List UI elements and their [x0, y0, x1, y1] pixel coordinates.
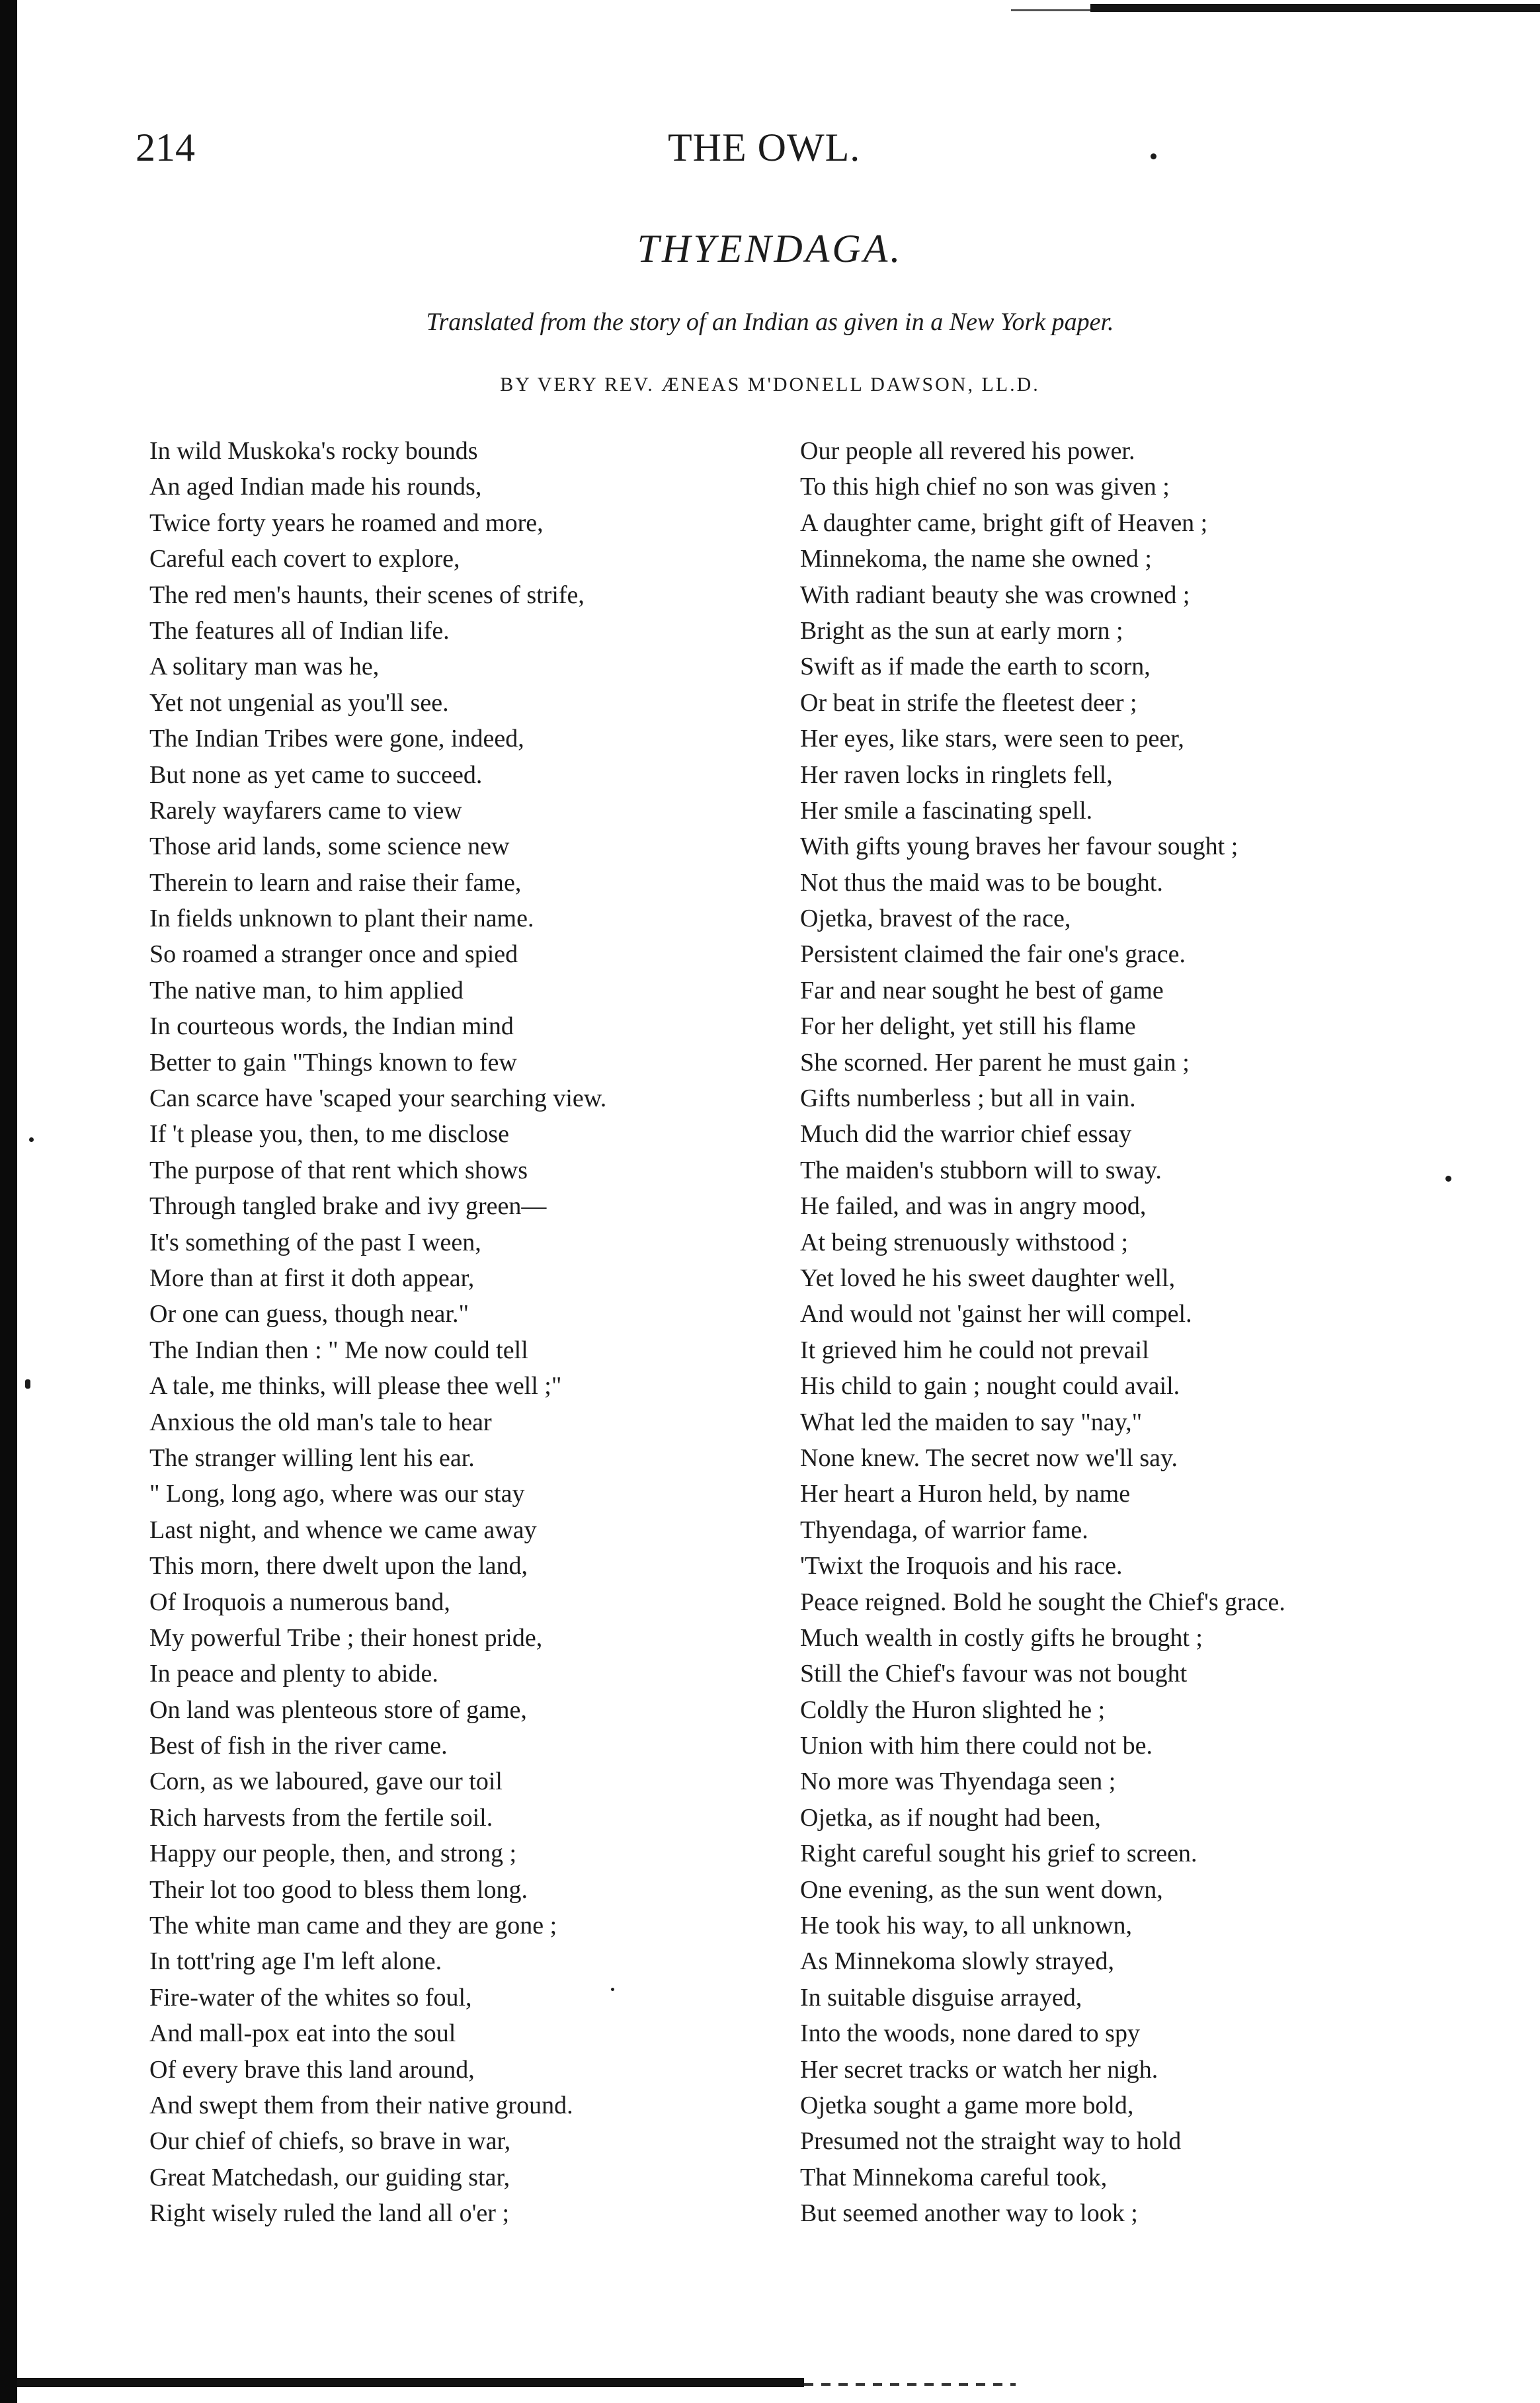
verse-line: To this high chief no son was given ;	[800, 473, 1170, 501]
verse-line: My powerful Tribe ; their honest pride,	[149, 1623, 543, 1652]
verse-line: Thyendaga, of warrior fame.	[800, 1516, 1088, 1544]
verse-line: As Minnekoma slowly strayed,	[800, 1947, 1114, 1976]
verse-line: On land was plenteous store of game,	[149, 1695, 527, 1724]
verse-line: And mall-pox eat into the soul	[149, 2019, 456, 2048]
verse-line: Of Iroquois a numerous band,	[149, 1588, 450, 1616]
verse-line: In peace and plenty to abide.	[149, 1660, 438, 1688]
verse-line: One evening, as the sun went down,	[800, 1875, 1163, 1904]
verse-line: Careful each covert to explore,	[149, 545, 460, 573]
page-number: 214	[136, 126, 195, 169]
verse-line: A solitary man was he,	[149, 653, 380, 681]
verse-line: Bright as the sun at early morn ;	[800, 616, 1123, 645]
scan-edge-bottom	[17, 2378, 804, 2387]
verse-line: Peace reigned. Bold he sought the Chief's grace.	[800, 1588, 1285, 1616]
ink-speck	[1151, 153, 1156, 159]
verse-line: Best of fish in the river came.	[149, 1732, 448, 1760]
verse-line: That Minnekoma careful took,	[800, 2163, 1108, 2191]
verse-line: Swift as if made the earth to scorn,	[800, 653, 1151, 681]
verse-line: With gifts young braves her favour sought ;	[800, 833, 1238, 861]
verse-line: Twice forty years he roamed and more,	[149, 509, 544, 537]
verse-line: Last night, and whence we came away	[149, 1516, 537, 1544]
verse-line: Much wealth in costly gifts he brought ;	[800, 1623, 1203, 1652]
verse-line: Therein to learn and raise their fame,	[149, 868, 522, 897]
running-head: THE OWL.	[668, 126, 861, 169]
scan-edge-top-thin	[1011, 9, 1090, 11]
verse-line: The purpose of that rent which shows	[149, 1156, 528, 1184]
verse-line: He took his way, to all unknown,	[800, 1912, 1133, 1940]
verse-line: In courteous words, the Indian mind	[149, 1012, 514, 1041]
verse-line: Minnekoma, the name she owned ;	[800, 545, 1152, 573]
verse-line: It's something of the past I ween,	[149, 1228, 481, 1256]
verse-line: Ojetka, as if nought had been,	[800, 1803, 1101, 1832]
verse-line: Ojetka, bravest of the race,	[800, 905, 1071, 933]
ink-speck	[1445, 1176, 1451, 1182]
ink-speck	[25, 1379, 30, 1389]
verse-line: An aged Indian made his rounds,	[149, 473, 482, 501]
verse-line: It grieved him he could not prevail	[800, 1336, 1149, 1364]
verse-line: Yet not ungenial as you'll see.	[149, 688, 449, 717]
verse-line: " Long, long ago, where was our stay	[149, 1480, 525, 1508]
verse-line: Still the Chief's favour was not bought	[800, 1660, 1188, 1688]
verse-line: For her delight, yet still his flame	[800, 1012, 1136, 1041]
verse-line: No more was Thyendaga seen ;	[800, 1768, 1116, 1796]
verse-line: In fields unknown to plant their name.	[149, 905, 534, 933]
verse-line: Rarely wayfarers came to view	[149, 796, 462, 825]
scan-edge-left	[0, 0, 17, 2403]
verse-line: If 't please you, then, to me disclose	[149, 1120, 509, 1149]
poem-byline: BY VERY REV. ÆNEAS M'DONELL DAWSON, LL.D.	[500, 374, 1040, 395]
verse-line: The red men's haunts, their scenes of strife,	[149, 581, 585, 609]
verse-line: The Indian Tribes were gone, indeed,	[149, 725, 524, 753]
verse-line: Ojetka sought a game more bold,	[800, 2091, 1134, 2119]
verse-line: Her heart a Huron held, by name	[800, 1480, 1131, 1508]
poem-subtitle: Translated from the story of an Indian as given in a New York paper.	[426, 308, 1114, 336]
verse-line: Into the woods, none dared to spy	[800, 2019, 1140, 2048]
verse-line: Union with him there could not be.	[800, 1732, 1153, 1760]
verse-line: Or one can guess, though near."	[149, 1300, 469, 1328]
verse-line: The stranger willing lent his ear.	[149, 1444, 475, 1472]
verse-line: The native man, to him applied	[149, 976, 464, 1004]
verse-line: Of every brave this land around,	[149, 2055, 475, 2084]
verse-line: He failed, and was in angry mood,	[800, 1192, 1147, 1221]
verse-line: Much did the warrior chief essay	[800, 1120, 1132, 1149]
verse-line: Anxious the old man's tale to hear	[149, 1408, 492, 1436]
verse-line: The features all of Indian life.	[149, 616, 450, 645]
verse-line: 'Twixt the Iroquois and his race.	[800, 1552, 1123, 1580]
verse-line: In suitable disguise arrayed,	[800, 1983, 1082, 2012]
verse-line: Rich harvests from the fertile soil.	[149, 1803, 493, 1832]
verse-line: But none as yet came to succeed.	[149, 760, 483, 789]
verse-line: Through tangled brake and ivy green—	[149, 1192, 547, 1221]
verse-line: Coldly the Huron slighted he ;	[800, 1695, 1106, 1724]
verse-line: In tott'ring age I'm left alone.	[149, 1947, 442, 1976]
verse-line: Corn, as we laboured, gave our toil	[149, 1768, 503, 1796]
verse-line: What led the maiden to say "nay,"	[800, 1408, 1143, 1436]
verse-line: Her eyes, like stars, were seen to peer,	[800, 725, 1184, 753]
verse-column-right	[800, 433, 1435, 2232]
verse-line: And swept them from their native ground.	[149, 2091, 573, 2119]
verse-line: Gifts numberless ; but all in vain.	[800, 1084, 1136, 1113]
verse-line: His child to gain ; nought could avail.	[800, 1372, 1180, 1401]
verse-line: A daughter came, bright gift of Heaven ;	[800, 509, 1208, 537]
verse-line: Fire-water of the whites so foul,	[149, 1983, 472, 2012]
poem-title: THYENDAGA.	[637, 227, 903, 270]
verse-line: Not thus the maid was to be bought.	[800, 868, 1163, 897]
verse-line: Her secret tracks or watch her nigh.	[800, 2055, 1158, 2084]
verse-line: Her smile a fascinating spell.	[800, 796, 1093, 825]
verse-line: Far and near sought he best of game	[800, 976, 1164, 1004]
verse-line: Those arid lands, some science new	[149, 833, 510, 861]
verse-line: And would not 'gainst her will compel.	[800, 1300, 1192, 1328]
verse-line: Can scarce have 'scaped your searching view.	[149, 1084, 607, 1113]
verse-line: In wild Muskoka's rocky bounds	[149, 437, 478, 465]
scan-edge-bottom-dashes	[804, 2383, 1016, 2386]
verse-line: So roamed a stranger once and spied	[149, 940, 518, 969]
verse-column-left	[149, 433, 764, 2232]
verse-line: This morn, there dwelt upon the land,	[149, 1552, 528, 1580]
verse-line: Her raven locks in ringlets fell,	[800, 760, 1113, 789]
verse-line: Or beat in strife the fleetest deer ;	[800, 688, 1137, 717]
scan-edge-top	[1090, 4, 1540, 12]
verse-line: Better to gain "Things known to few	[149, 1048, 517, 1077]
verse-line: The white man came and they are gone ;	[149, 1912, 557, 1940]
verse-line: She scorned. Her parent he must gain ;	[800, 1048, 1190, 1077]
verse-line: More than at first it doth appear,	[149, 1264, 475, 1292]
verse-line: But seemed another way to look ;	[800, 2199, 1138, 2228]
verse-line: At being strenuously withstood ;	[800, 1228, 1129, 1256]
verse-line: The maiden's stubborn will to sway.	[800, 1156, 1162, 1184]
verse-line: With radiant beauty she was crowned ;	[800, 581, 1190, 609]
verse-line: None knew. The secret now we'll say.	[800, 1444, 1178, 1472]
verse-line: Right careful sought his grief to screen.	[800, 1840, 1197, 1868]
verse-line: Presumed not the straight way to hold	[800, 2127, 1182, 2156]
verse-line: Great Matchedash, our guiding star,	[149, 2163, 510, 2191]
verse-line: A tale, me thinks, will please thee well ;"	[149, 1372, 562, 1401]
verse-line: The Indian then : " Me now could tell	[149, 1336, 528, 1364]
verse-line: Happy our people, then, and strong ;	[149, 1840, 517, 1868]
verse-line: Their lot too good to bless them long.	[149, 1875, 528, 1904]
verse-line: Our chief of chiefs, so brave in war,	[149, 2127, 511, 2156]
verse-line: Yet loved he his sweet daughter well,	[800, 1264, 1176, 1292]
verse-line: Persistent claimed the fair one's grace.	[800, 940, 1186, 969]
ink-speck	[29, 1137, 34, 1142]
verse-line: Right wisely ruled the land all o'er ;	[149, 2199, 510, 2228]
verse-line: Our people all revered his power.	[800, 437, 1135, 465]
